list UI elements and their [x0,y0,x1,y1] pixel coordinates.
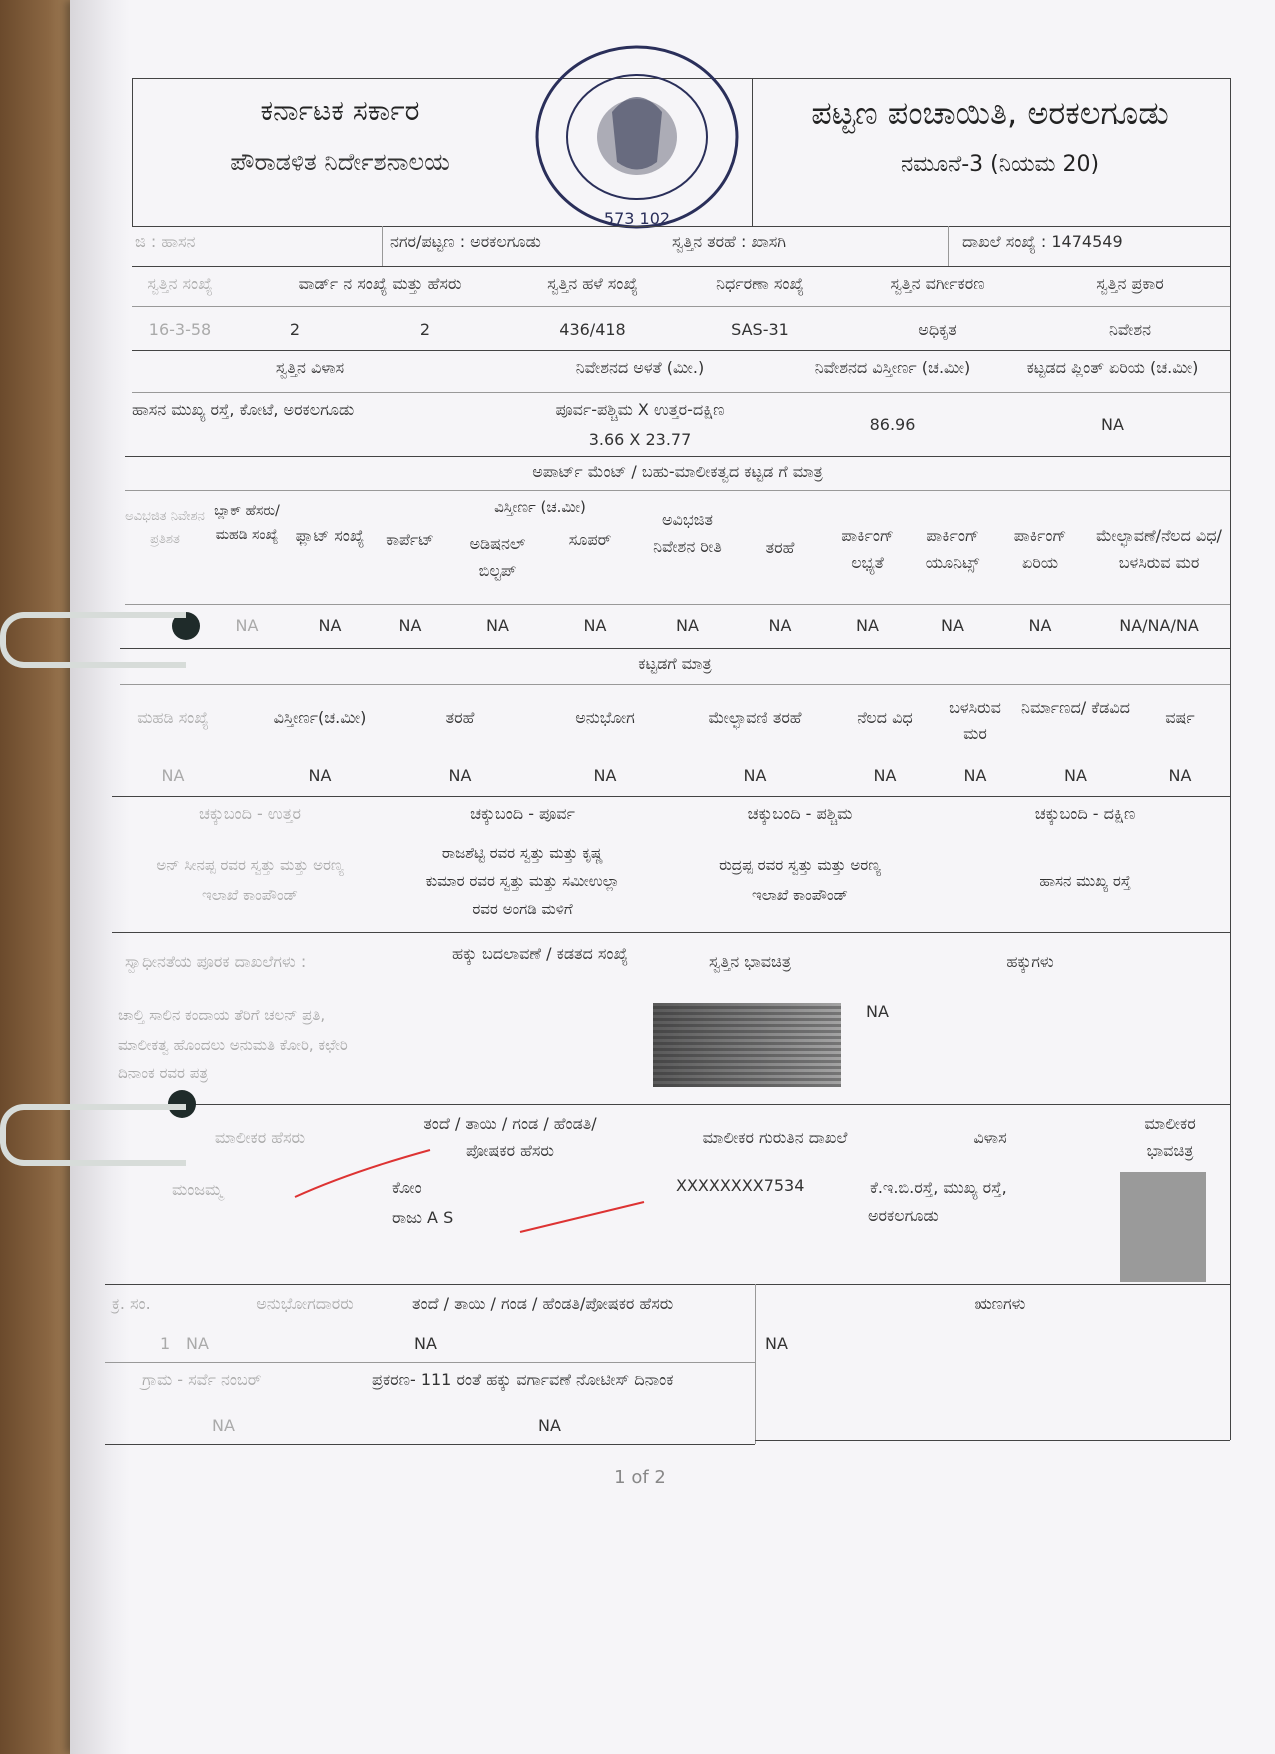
binder-ring [0,612,186,668]
rights-value: NA [866,1002,889,1021]
area-header: ನಿವೇಶನದ ವಿಸ್ತೀರ್ಣ (ಚ.ಮೀ) [814,358,971,377]
building-value: NA [743,766,767,785]
town: ನಗರ/ಪಟ್ಟಣ : ಅರಕಲಗೂಡು [390,232,541,251]
table-border [132,392,1230,393]
table-border [132,350,1230,351]
apartment-header: ಸೂಪರ್ [568,530,612,549]
boundary-header: ಚಕ್ಕುಬಂದಿ - ಉತ್ತರ [198,804,302,823]
property-header: ಸ್ವತ್ತಿನ ಪ್ರಕಾರ [1096,274,1164,293]
boundary-header: ಚಕ್ಕುಬಂದಿ - ಪಶ್ಚಿಮ [747,804,853,823]
govt-title: ಕರ್ನಾಟಕ ಸರ್ಕಾರ [260,94,420,127]
occupant-header: ಕ್ರ. ಸಂ. [112,1294,151,1313]
table-border [105,1362,755,1363]
occupant-header: ತಂದೆ / ತಾಯಿ / ಗಂಡ / ಹೆಂಡತಿ/ಪೋಷಕರ ಹೆಸರು [412,1294,674,1313]
documents-header: ಹಕ್ಕುಗಳು [1006,952,1054,971]
building-header: ನಿರ್ಮಾಣದ/ ಕೆಡವಿದ [1021,698,1130,717]
assessment-number: SAS-31 [731,320,789,339]
apartment-header: ಬ್ಲಾಕ್ ಹೆಸರು/ ಮಹಡಿ ಸಂಖ್ಯೆ [214,503,280,543]
building-value: NA [963,766,987,785]
directorate-title: ಪೌರಾಡಳಿತ ನಿರ್ದೇಶನಾಲಯ [230,148,450,176]
documents-header: ಸ್ವತ್ತಿನ ಭಾವಚಿತ್ರ [709,952,791,971]
owner-header: ತಂದೆ / ತಾಯಿ / ಗಂಡ / ಹೆಂಡತಿ/ಪೋಷಕರ ಹೆಸರು [423,1114,597,1161]
table-border [112,932,1230,933]
owner-header: ವಿಳಾಸ [973,1128,1007,1147]
apartment-value: NA [318,616,342,635]
survey-value: NA [212,1416,235,1435]
table-border [752,78,753,226]
building-header: ವಿಸ್ತೀರ್ಣ(ಚ.ಮೀ) [273,708,367,727]
apartment-header: ಪಾರ್ಕಿಂಗ್ ಲಭ್ಯತೆ [841,526,894,573]
building-header: ಮಹಡಿ ಸಂಖ್ಯೆ [137,708,209,727]
plinth-area: NA [1101,415,1124,434]
owner-header: ಮಾಲೀಕರ ಭಾವಚಿತ್ರ [1144,1114,1196,1161]
apartment-value: NA/NA/NA [1119,616,1199,635]
apartment-value: NA [768,616,792,635]
desk-background [0,0,80,1754]
apartment-header: ಅವಿಭಜಿತ ನಿವೇಶನ ರೀತಿ [653,510,722,557]
building-section-title: ಕಟ್ಟಡಗೆ ಮಾತ್ರ [638,654,712,673]
ward-name: 2 [419,320,431,339]
building-value: NA [161,766,185,785]
table-border [105,1444,755,1445]
official-seal-icon [532,42,742,232]
building-value: NA [308,766,332,785]
property-number: 16-3-58 [148,320,212,339]
area-group-header: ವಿಸ್ತೀರ್ಣ (ಚ.ಮೀ) [494,498,586,516]
table-border [755,1284,756,1444]
table-border [382,226,383,266]
table-border [112,796,1230,797]
dimension-value: 3.66 X 23.77 [588,430,692,449]
occupant-header: ಋಣಗಳು [974,1294,1026,1313]
notice-header: ಪ್ರಕರಣ- 111 ರಂತೆ ಹಕ್ಕು ವರ್ಗಾವಣೆ ನೋಟೀಸ್ ದಿನಾಂಕ [372,1370,674,1389]
relation-prefix: ಕೋಂ [392,1178,422,1197]
table-border [132,226,1230,227]
panchayat-title: ಪಟ್ಟಣ ಪಂಚಾಯಿತಿ, ಅರಕಲಗೂಡು [811,94,1169,132]
boundary-east: ಕುಮಾರ ರವರ ಸ್ವತ್ತು ಮತ್ತು ಸಮೀಉಲ್ಲಾ [425,872,620,890]
documents-label: ಸ್ವಾಧೀನತೆಯ ಪೂರಕ ದಾಖಲೆಗಳು : [125,952,307,971]
building-header: ವರ್ಷ [1165,708,1195,727]
boundary-header: ಚಕ್ಕುಬಂದಿ - ಪೂರ್ವ [470,804,575,823]
apartment-value: NA [1028,616,1052,635]
district: ಜಿ : ಹಾಸನ [135,232,196,251]
apartment-value: NA [235,616,259,635]
survey-header: ಗ್ರಾಮ - ಸರ್ವೆ ನಂಬರ್ [142,1370,262,1389]
property-address: ಹಾಸನ ಮುಖ್ಯ ರಸ್ತೆ, ಕೋಟೆ, ಅರಕಲಗೂಡು [132,400,355,419]
owner-address: ಅರಕಲಗೂಡು [868,1206,939,1225]
seal-text: 573 102 [603,209,671,228]
apartment-value: NA [398,616,422,635]
ward-number: 2 [289,320,301,339]
table-border [105,1284,1230,1285]
table-border [125,490,1230,491]
building-header: ಅನುಭೋಗ [575,708,635,727]
boundary-west: ರುದ್ರಪ್ಪ ರವರ ಸ್ವತ್ತು ಮತ್ತು ಅರಣ್ಯ [719,856,881,874]
occupant-relation: NA [414,1334,437,1353]
apartment-header: ಫ್ಲಾಟ್ ಸಂಖ್ಯೆ [295,526,365,545]
boundary-north: ಇಲಾಖೆ ಕಾಂಪೌಂಡ್ [202,886,298,904]
table-border [132,266,1230,267]
red-signature-mark [290,1142,440,1202]
building-value: NA [873,766,897,785]
document-line: ದಿನಾಂಕ ರವರ ಪತ್ರ [118,1064,208,1082]
table-border [120,648,1230,649]
relation-name: ರಾಜು A S [392,1208,454,1227]
encumbrance: NA [765,1334,788,1353]
owner-header: ಮಾಲೀಕರ ಗುರುತಿನ ದಾಖಲೆ [702,1128,848,1147]
apartment-value: NA [676,616,699,635]
table-border [125,456,1230,457]
table-border [105,1104,1230,1105]
boundary-west: ಇಲಾಖೆ ಕಾಂಪೌಂಡ್ [752,886,848,904]
owner-address: ಕೆ.ಇ.ಬಿ.ರಸ್ತೆ, ಮುಖ್ಯ ರಸ್ತೆ, [870,1178,1007,1197]
apartment-value: NA [486,616,509,635]
boundary-north: ಅನ್ ಸೀನಪ್ಪ ರವರ ಸ್ವತ್ತು ಮತ್ತು ಅರಣ್ಯ [156,856,344,874]
building-header: ತರಹೆ [445,708,475,727]
property-header: ನಿರ್ಧರಣಾ ಸಂಖ್ಯೆ [716,274,804,293]
boundary-east: ರವರ ಅಂಗಡಿ ಮಳಿಗೆ [472,900,573,918]
apartment-header: ಅವಿಭಜಿತ ನಿವೇಶನ ಪ್ರತಿಶತ [125,509,205,548]
classification: ಅಧಿಕೃತ [918,320,957,339]
table-border [120,684,1230,685]
building-header: ಮೇಲ್ಛಾವಣಿ ತರಹೆ [708,708,802,727]
address-header: ಸ್ವತ್ತಿನ ವಿಳಾಸ [275,358,345,377]
property-photo [653,1003,841,1087]
property-kind: ನಿವೇಶನ [1108,320,1152,339]
boundary-header: ಚಕ್ಕುಬಂದಿ - ದಕ್ಷಿಣ [1034,804,1136,823]
table-border [125,604,1230,605]
building-value: NA [448,766,472,785]
table-border [1230,78,1231,1440]
boundary-east: ರಾಜಶೆಟ್ಟಿ ರವರ ಸ್ವತ್ತು ಮತ್ತು ಕೃಷ್ಣ [441,844,604,862]
plinth-header: ಕಟ್ಟಡದ ಪ್ಲಿಂತ್ ಏರಿಯ (ಚ.ಮೀ) [1026,358,1199,377]
page-number: 1 of 2 [614,1467,666,1488]
apartment-value: NA [583,616,607,635]
apartment-header: ಕಾರ್ಪೆಟ್ [386,530,434,549]
dimension-header: ನಿವೇಶನದ ಅಳತೆ (ಮೀ.) [575,358,705,377]
apartment-header: ಪಾರ್ಕಿಂಗ್ ಏರಿಯ [1013,526,1067,573]
apartment-value: NA [856,616,879,635]
property-header: ಸ್ವತ್ತಿನ ವರ್ಗೀಕರಣ [890,274,985,293]
owner-id: XXXXXXXX7534 [676,1176,805,1195]
property-header: ಸ್ವತ್ತಿನ ಹಳೆ ಸಂಖ್ಯೆ [547,274,638,293]
occupant-header: ಅನುಭೋಗದಾರರು [256,1294,354,1313]
dimension-label: ಪೂರ್ವ-ಪಶ್ಚಿಮ X ಉತ್ತರ-ದಕ್ಷಿಣ [555,400,725,419]
apartment-header: ಅಡಿಷನಲ್ ಬಿಲ್ಟಪ್ [469,534,526,581]
boundary-south: ಹಾಸನ ಮುಖ್ಯ ರಸ್ತೆ [1039,872,1131,890]
apartment-section-title: ಅಪಾರ್ಟ್ ಮೆಂಟ್ / ಬಹು-ಮಾಲೀಕತ್ವದ ಕಟ್ಟಡ ಗೆ ಮಾತ್ರ [532,462,823,481]
table-border [132,306,1230,307]
occupant-serial: 1 [160,1334,171,1353]
apartment-header: ತರಹೆ [765,538,795,557]
building-header: ಬಳಸಿರುವ ಮರ [949,698,1001,743]
owner-photo [1120,1172,1206,1282]
property-header: ಸ್ವತ್ತಿನ ಸಂಖ್ಯೆ [147,274,213,293]
building-value: NA [593,766,617,785]
red-signature-mark [518,1196,648,1236]
table-border [948,226,949,266]
building-header: ನೆಲದ ವಿಧ [857,708,913,727]
entry-number: ದಾಖಲೆ ಸಂಖ್ಯೆ : 1474549 [962,232,1123,251]
binder-ring [0,1104,186,1166]
document-line: ಮಾಲೀಕತ್ವ ಹೊಂದಲು ಅನುಮತಿ ಕೋರಿ, ಕಛೇರಿ [118,1036,348,1054]
site-area: 86.96 [869,415,916,434]
old-property-number: 436/418 [559,320,626,339]
property-header: ವಾರ್ಡ್ ನ ಸಂಖ್ಯೆ ಮತ್ತು ಹೆಸರು [298,274,462,293]
building-value: NA [1168,766,1192,785]
form-number: ನಮೂನೆ-3 (ನಿಯಮ 20) [900,152,1100,177]
owner-name: ಮಂಜಮ್ಮ [172,1180,223,1199]
building-value: NA [1064,766,1087,785]
apartment-value: NA [941,616,964,635]
table-border [132,78,133,226]
table-border [755,1440,1230,1441]
apartment-header: ಪಾರ್ಕಿಂಗ್ ಯೂನಿಟ್ಸ್ [925,526,980,573]
notice-value: NA [538,1416,561,1435]
property-type: ಸ್ವತ್ತಿನ ತರಹೆ : ಖಾಸಗಿ [672,232,786,251]
owner-header: ಮಾಲೀಕರ ಹೆಸರು [214,1128,306,1147]
documents-header: ಹಕ್ಕು ಬದಲಾವಣೆ / ಕಡತದ ಸಂಖ್ಯೆ [451,944,629,963]
apartment-header: ಮೇಲ್ಛಾವಣೆ/ನೆಲದ ವಿಧ/ಬಳಸಿರುವ ಮರ [1096,526,1222,573]
document-line: ಚಾಲ್ತಿ ಸಾಲಿನ ಕಂದಾಯ ತೆರಿಗೆ ಚಲನ್ ಪ್ರತಿ, [118,1006,326,1024]
occupant-name: NA [186,1334,209,1353]
